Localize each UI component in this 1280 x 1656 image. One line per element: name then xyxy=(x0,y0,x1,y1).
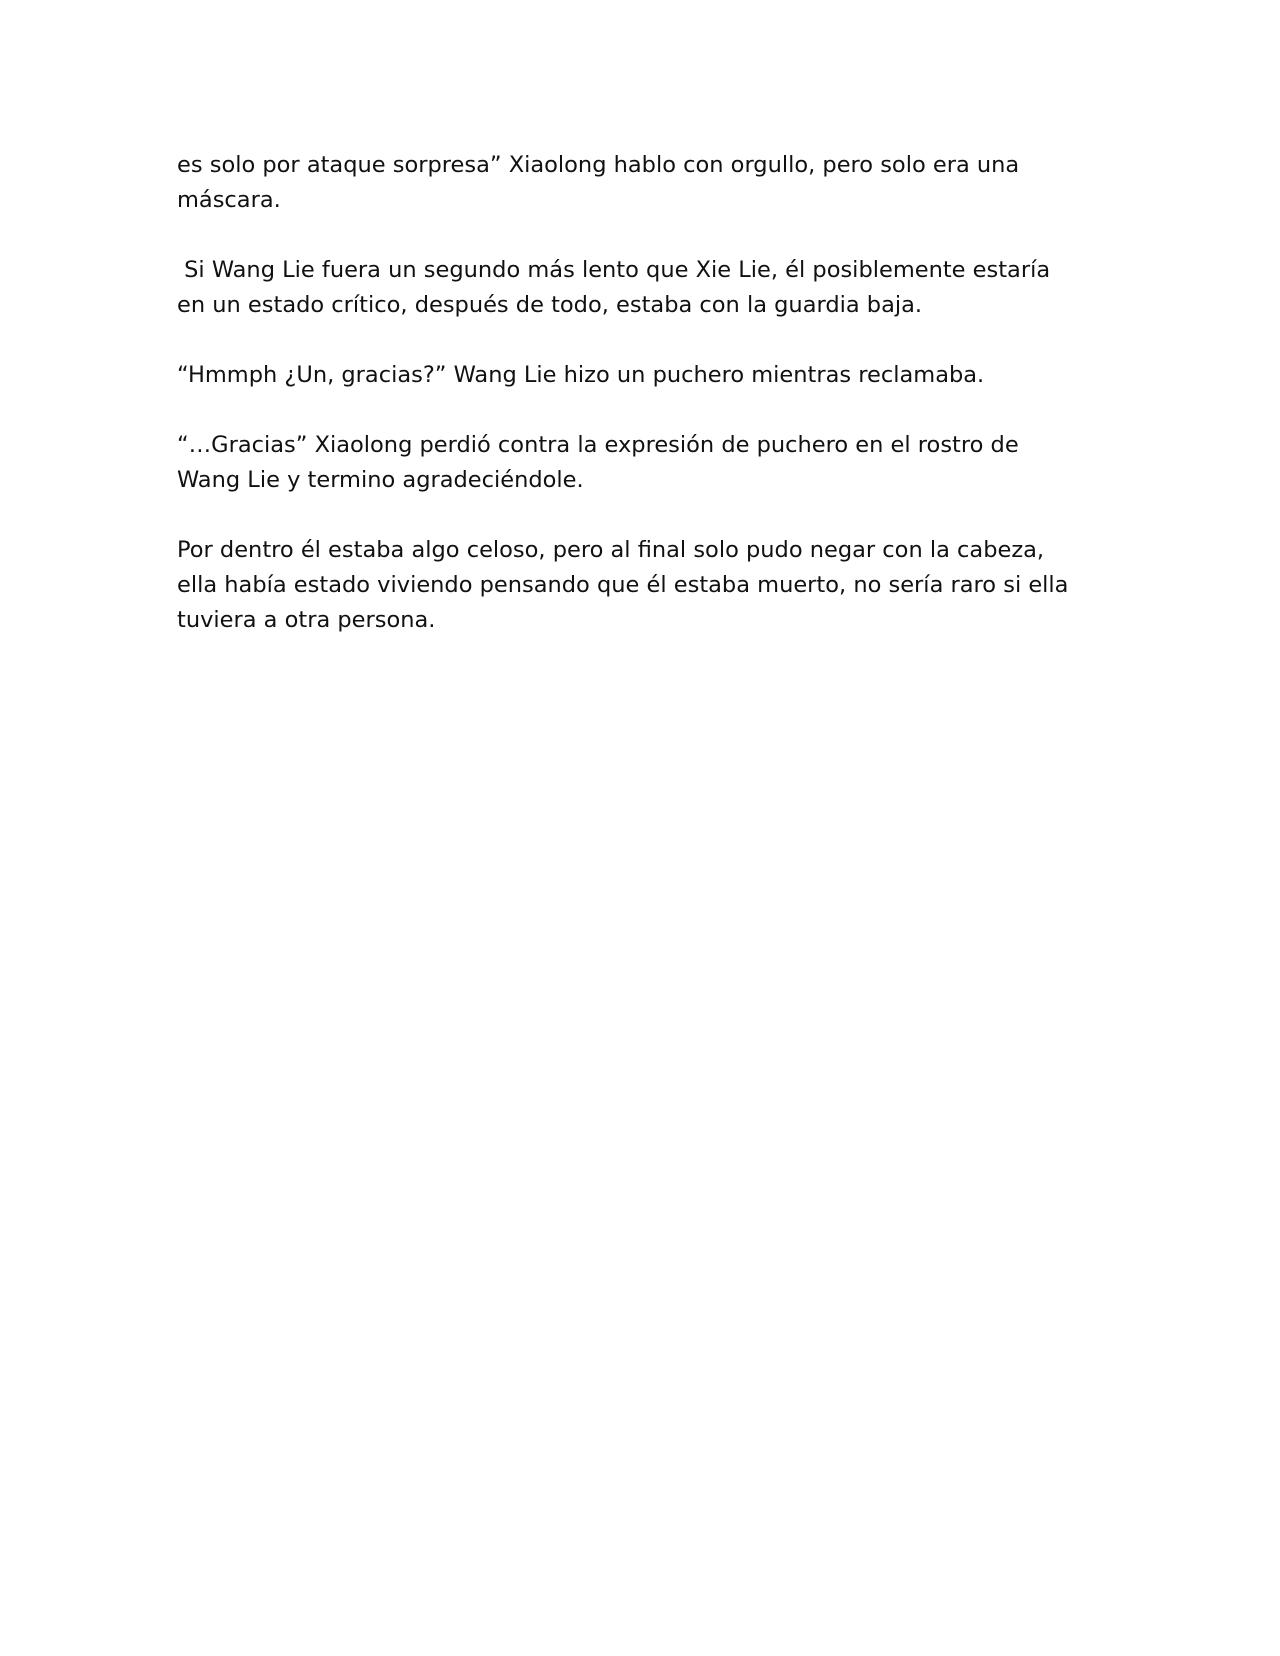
paragraph-5 xyxy=(177,533,1097,638)
paragraph-line: máscara. xyxy=(177,187,281,213)
paragraph-2 xyxy=(177,253,1097,323)
paragraph-line: Wang Lie y termino agradeciéndole. xyxy=(177,467,584,493)
paragraph-line: tuviera a otra persona. xyxy=(177,607,436,633)
document-body xyxy=(177,148,1097,673)
paragraph-3 xyxy=(177,358,1097,393)
paragraph-line: es solo por ataque sorpresa” Xiaolong hablo con orgullo, pero solo era una xyxy=(177,152,1020,178)
paragraph-1 xyxy=(177,148,1097,218)
paragraph-line: Por dentro él estaba algo celoso, pero al final solo pudo negar con la cabeza, xyxy=(177,537,1045,563)
paragraph-line: “…Gracias” Xiaolong perdió contra la expresión de puchero en el rostro de xyxy=(177,432,1019,458)
paragraph-line: en un estado crítico, después de todo, estaba con la guardia baja. xyxy=(177,292,923,318)
paragraph-4 xyxy=(177,428,1097,498)
paragraph-line: Si Wang Lie fuera un segundo más lento que Xie Lie, él posiblemente estaría xyxy=(177,257,1051,283)
paragraph-line: “Hmmph ¿Un, gracias?” Wang Lie hizo un puchero mientras reclamaba. xyxy=(177,362,985,388)
paragraph-line: ella había estado viviendo pensando que él estaba muerto, no sería raro si ella xyxy=(177,572,1069,598)
